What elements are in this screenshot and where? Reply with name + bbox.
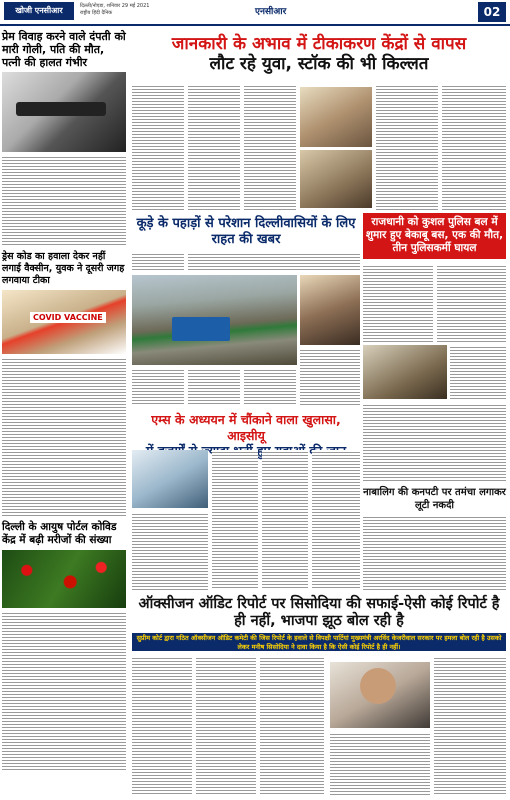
covid-vaccine-photo <box>2 290 126 354</box>
headline-dress-code: ड्रेस कोड का हवाला देकर नहीं लगाई वैक्सीन, युवक ने दूसरी जगह लगवाया टीका <box>2 251 125 286</box>
masthead <box>0 0 510 26</box>
headline-ayush-portal: दिल्ली के आयुष पोर्टल कोविड केंद्र में बढ़ी मरीजों की संख्या <box>2 521 117 546</box>
police-article-col3 <box>450 345 506 399</box>
section-title: एनसीआर <box>255 7 287 17</box>
gun-photo <box>2 72 126 152</box>
oxygen-article-col2 <box>196 656 256 796</box>
date-line: दिल्ली/नोएडा, शनिवार 29 मई 2021 <box>80 3 150 9</box>
police-article-col1 <box>363 264 433 342</box>
aiims-article-col3 <box>312 450 360 590</box>
aiims-article-col0 <box>132 512 208 590</box>
police-accident-photo <box>363 345 447 399</box>
garbage-article-col3 <box>244 368 296 406</box>
main-article-col1 <box>132 84 184 210</box>
headline-minor-robbery: नाबालिग की कनपटी पर तमंचा लगाकर लूटी नकदी <box>363 487 506 511</box>
police-article-col2 <box>437 264 506 342</box>
icu-doctors-photo <box>132 450 208 508</box>
main-article-col4 <box>376 84 438 210</box>
oxygen-article-col3 <box>260 656 324 796</box>
headline-oxygen-audit: ऑक्सीजन ऑडिट रिपोर्ट पर सिसोदिया की सफाई-ऐसी कोई रिपोर्ट है ही नहीं, भाजपा झूठ बोल रही है <box>138 596 500 629</box>
berries-photo <box>2 550 126 608</box>
main-headline <box>132 34 506 74</box>
landfill-photo <box>300 275 360 345</box>
main-headline-line1: जानकारी के अभाव में टीकाकरण केंद्रों से वापस <box>171 34 467 54</box>
aiims-article-col2 <box>262 450 308 590</box>
masthead-meta <box>80 3 149 17</box>
oxygen-audit-strap: सुप्रीम कोर्ट द्वारा गठित ऑक्सीजन ऑडिट कमेटी की जिस रिपोर्ट के हवाले से विपक्षी पार्टियां मुख्यमंत्री अरविंद केजरीवाल सरकार पर हमला बोल रही है उसको लेकर मनीष सिसोदिया ने दावा किया है कि ऐसी कोई रिपोर्ट है ही नहीं। <box>132 633 506 651</box>
aiims-article-col1 <box>212 450 258 590</box>
headline-garbage-mountains: कूड़े के पहाड़ों से परेशान दिल्लीवासियों के लिए राहत की खबर <box>136 216 356 247</box>
article-body-3 <box>2 611 126 771</box>
garbage-article-col1 <box>132 368 184 406</box>
garbage-article-col2 <box>188 368 240 406</box>
police-article-col4 <box>363 403 506 481</box>
aiims-headline-line1: एम्स के अध्ययन में चौंकाने वाला खुलासा, आइसीयू <box>151 412 341 443</box>
page-number: 02 <box>478 2 506 22</box>
garbage-article-intro <box>132 252 184 272</box>
oxygen-article-col1 <box>132 656 192 796</box>
covid-vaccine-label: COVID VACCINE <box>30 312 106 323</box>
newspaper-logo: खोजी एनसीआर <box>4 2 74 20</box>
main-article-col3 <box>244 84 296 210</box>
main-headline-line2: लौट रहे युवा, स्टॉक की भी किल्लत <box>209 54 429 74</box>
article-body-2 <box>2 357 126 517</box>
main-article-col2 <box>188 84 240 210</box>
vaccination-centre-photo <box>300 87 372 147</box>
garbage-article-col4 <box>300 348 360 406</box>
oxygen-article-col4 <box>330 732 430 796</box>
sisodia-photo <box>330 662 430 728</box>
robbery-article <box>363 515 506 590</box>
garbage-article-intro2 <box>188 252 360 272</box>
oxygen-article-col5 <box>434 656 506 796</box>
headline-love-marriage: प्रेम विवाह करने वाले दंपती को मारी गोली, पति की मौत, पत्नी की हालत गंभीर <box>2 30 126 69</box>
garbage-truck-photo <box>132 275 297 365</box>
edition-line: राष्ट्रीय हिंदी दैनिक <box>80 10 113 16</box>
left-column <box>2 30 126 775</box>
article-body-1 <box>2 155 126 247</box>
vaccination-queue-photo <box>300 150 372 208</box>
main-article-col5 <box>442 84 506 210</box>
headline-police-bus: राजधानी को कुशल पुलिस बल में शुमार हुए बेकाबू बस, एक की मौत, तीन पुलिसकर्मी घायल <box>363 213 506 259</box>
